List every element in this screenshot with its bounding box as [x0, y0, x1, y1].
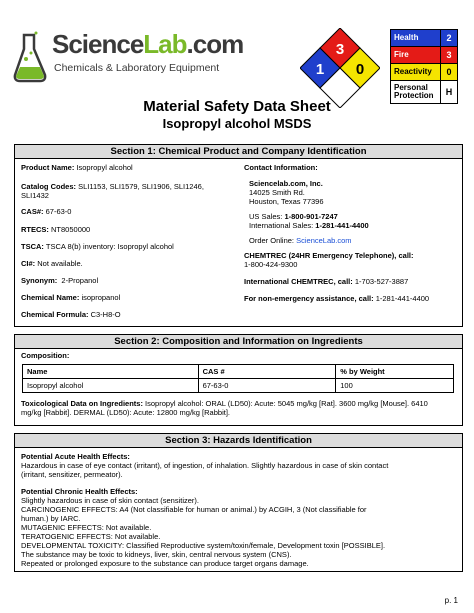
product-name: Product Name: Isopropyl alcohol	[21, 163, 133, 172]
chronic-effects-line: Repeated or prolonged exposure to the substance can produce target organs damage.	[21, 559, 309, 568]
hmis-row	[391, 47, 457, 64]
chronic-effects-line: The substance may be toxic to kidneys, liver, skin, central nervous system (CNS).	[21, 550, 292, 559]
non-emergency: For non-emergency assistance, call: 1-281-441-4400	[244, 294, 430, 303]
chronic-effects-line: CARCINOGENIC EFFECTS: A4 (Not classifiable for human or animal.) by ACGIH, 3 (Not classifiable for	[21, 505, 367, 514]
address-line-2: Houston, Texas 77396	[249, 197, 324, 206]
hmis-value: 0	[440, 64, 457, 80]
page-number: p. 1	[444, 596, 458, 605]
cell-name: Isopropyl alcohol	[23, 379, 199, 393]
section-2-heading: Section 2: Composition and Information on Ingredients	[15, 335, 462, 349]
flask-icon	[12, 31, 48, 83]
hmis-row	[391, 64, 457, 81]
chemtrec-phone: 1-800-424-9300	[244, 260, 298, 269]
intl-chemtrec: International CHEMTREC, call: 1-703-527-3887	[244, 277, 409, 286]
us-sales: US Sales: 1-800-901-7247	[249, 212, 338, 221]
column-header-weight: % by Weight	[336, 365, 454, 379]
section-1-heading: Section 1: Chemical Product and Company Identification	[15, 145, 462, 159]
logo-wordmark: ScienceLab.com	[52, 29, 244, 59]
tox-data-cont: mg/kg [Rabbit]. DERMAL (LD50): Acute: 12800 mg/kg [Rabbit].	[21, 408, 230, 417]
contact-heading: Contact Information:	[244, 163, 318, 172]
document-title: Material Safety Data Sheet	[143, 98, 331, 115]
composition-label: Composition:	[21, 351, 70, 360]
sciencelab-logo	[12, 27, 244, 87]
order-online-link[interactable]: ScienceLab.com	[296, 236, 352, 245]
catalog-codes-cont: SLI1432	[21, 191, 49, 200]
cell-cas: 67-63-0	[198, 379, 336, 393]
chronic-effects-label: Potential Chronic Health Effects:	[21, 487, 138, 496]
nfpa-reactivity: 0	[355, 61, 365, 78]
chemtrec-heading: CHEMTREC (24HR Emergency Telephone), call:	[244, 251, 414, 260]
chronic-effects-line: TERATOGENIC EFFECTS: Not available.	[21, 532, 161, 541]
catalog-codes: Catalog Codes: SLI1153, SLI1579, SLI1906, SLI1246,	[21, 182, 204, 191]
acute-effects-line: (irritant, sensitizer, permeator).	[21, 470, 123, 479]
hmis-label: Reactivity	[394, 67, 432, 76]
section-1	[14, 144, 463, 327]
section-3-heading: Section 3: Hazards Identification	[15, 434, 462, 448]
composition-table	[22, 364, 454, 393]
logo-tagline: Chemicals & Laboratory Equipment	[54, 62, 220, 74]
hmis-label: Fire	[394, 50, 409, 59]
hmis-row	[391, 30, 457, 47]
nfpa-diamond	[300, 28, 380, 108]
cas-number: CAS#: 67-63-0	[21, 207, 72, 216]
document-subtitle: Isopropyl alcohol MSDS	[162, 116, 312, 131]
table-row	[23, 379, 454, 393]
table-header-row	[23, 365, 454, 379]
order-online: Order Online: ScienceLab.com	[249, 236, 352, 245]
tox-data: Toxicological Data on Ingredients: Isopropyl alcohol: ORAL (LD50): Acute: 5045 mg/kg [Rat]. 3600 mg/kg [Mouse]. 6410	[21, 399, 428, 408]
section-2	[14, 334, 463, 426]
column-header-cas: CAS #	[198, 365, 336, 379]
chemical-name: Chemical Name: isopropanol	[21, 293, 121, 302]
synonym: Synonym: 2-Propanol	[21, 276, 99, 285]
section-3	[14, 433, 463, 572]
chronic-effects-line: MUTAGENIC EFFECTS: Not available.	[21, 523, 152, 532]
hmis-label: Health	[394, 33, 419, 42]
chronic-effects-line: DEVELOPMENTAL TOXICITY: Classified Reproductive system/toxin/female, Development toxin [POSSIBLE].	[21, 541, 386, 550]
hmis-value: 2	[440, 30, 457, 46]
chemical-formula: Chemical Formula: C3-H8-O	[21, 310, 121, 319]
column-header-name: Name	[23, 365, 199, 379]
hmis-value: 3	[440, 47, 457, 63]
hmis-label: Personal Protection	[394, 83, 434, 100]
nfpa-health: 1	[315, 61, 325, 78]
nfpa-fire: 3	[335, 41, 345, 58]
ci-number: CI#: Not available.	[21, 259, 83, 268]
chronic-effects-line: Slightly hazardous in case of skin contact (sensitizer).	[21, 496, 199, 505]
chronic-effects-line: human.) by IARC.	[21, 514, 81, 523]
hmis-rating-table	[390, 29, 458, 104]
company-name: Sciencelab.com, Inc.	[249, 179, 323, 188]
address-line-1: 14025 Smith Rd.	[249, 188, 305, 197]
intl-sales: International Sales: 1-281-441-4400	[249, 221, 369, 230]
hmis-value: H	[440, 81, 457, 103]
acute-effects-label: Potential Acute Health Effects:	[21, 452, 130, 461]
rtecs: RTECS: NT8050000	[21, 225, 91, 234]
acute-effects-line: Hazardous in case of eye contact (irritant), of ingestion, of inhalation. Slightly hazardous in case of skin contact	[21, 461, 389, 470]
tsca: TSCA: TSCA 8(b) inventory: Isopropyl alcohol	[21, 242, 174, 251]
cell-weight: 100	[336, 379, 454, 393]
